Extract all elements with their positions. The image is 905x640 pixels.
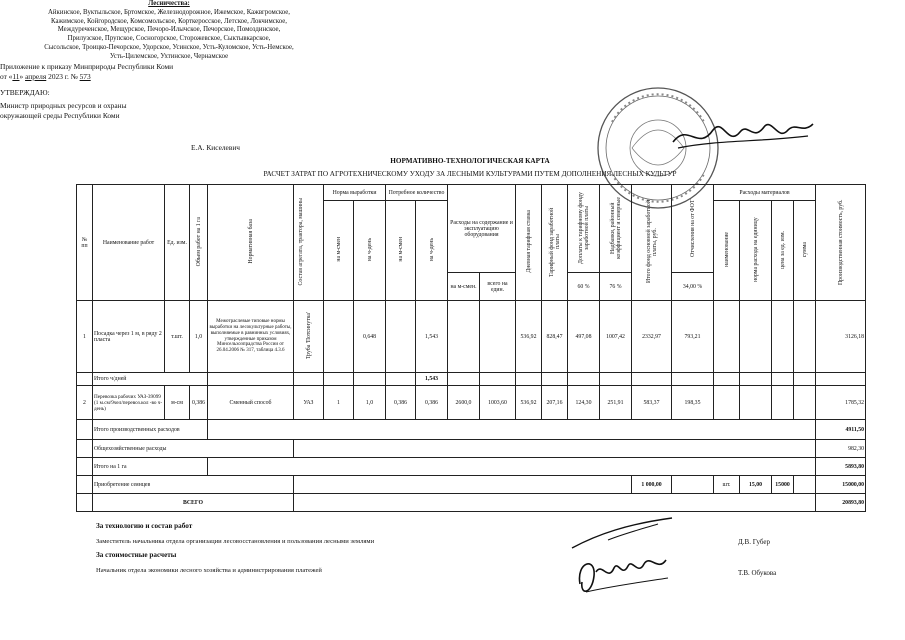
cell-name: Посадка через 1 м, в ряду 2 пласта	[93, 301, 165, 373]
per-ha-row	[77, 458, 866, 476]
appendix-text: Приложение к приказу Минприроды Республики Коми	[0, 61, 174, 71]
header-pct-deduct: 34,00 %	[672, 273, 714, 301]
cell-empty	[600, 373, 632, 386]
cell-empty	[77, 458, 93, 476]
cell-empty	[77, 440, 93, 458]
header-num: № пп	[77, 185, 93, 301]
header-regional: Надбавки, районный коэффициент и северные	[600, 185, 632, 273]
header-cost: Производственная стоимость, руб.	[816, 185, 866, 301]
cell-empty	[294, 476, 632, 494]
cell-empty	[294, 440, 816, 458]
document-subtitle: РАСЧЕТ ЗАТРАТ ПО АГРОТЕХНИЧЕСКОМУ УХОДУ ЗА ЛЕСНЫМИ КУЛЬТУРАМИ ПУТЕМ ДОПОЛНЕНИЯ ЛЕСНЫХ КУЛЬТУР	[263, 170, 677, 178]
cell-mat-name	[714, 301, 740, 373]
header-tariff-fund: Тарифный фонд заработной платы	[542, 185, 568, 301]
cell-mat-price	[772, 386, 794, 420]
date-month: апреля	[25, 71, 47, 81]
approve-label: УТВЕРЖДАЮ:	[0, 87, 50, 97]
header-unit: Ед. изм.	[165, 185, 190, 301]
cell-mat-name	[714, 386, 740, 420]
cell-tariff-fund: 828,47	[542, 301, 568, 373]
cell-volume: 0,386	[190, 386, 208, 420]
cell-empty	[386, 373, 416, 386]
cell-mat-sum	[794, 386, 816, 420]
approval-block	[0, 62, 240, 153]
cell-equip-total	[480, 301, 516, 373]
cell-deductions: 793,21	[672, 301, 714, 373]
cell-empty	[794, 476, 816, 494]
cell-empty	[740, 373, 772, 386]
forestries-header	[0, 0, 338, 62]
overhead-value: 982,30	[816, 440, 866, 458]
forestries-line: Айкинское, Вуктыльское, Бртомское, Железнодорожное, Ижемское, Кажвгромское,	[48, 8, 290, 16]
subtotal-label: Итого ч/дней	[93, 373, 208, 386]
date-mid: »	[19, 71, 24, 81]
cell-composition: УАЗ	[294, 386, 324, 420]
forestries-line: Прилузское, Прупское, Сосногорское, Сторожевское, Сыктывкарское,	[67, 35, 271, 43]
cell-norm-base: Сменный способ	[208, 386, 294, 420]
table-row	[77, 301, 866, 373]
cell-empty	[77, 373, 93, 386]
forestries-line: Сысольское, Троицко-Печорское, Удорское, Усинское, Усть-Куломское, Усть-Немское,	[44, 44, 294, 52]
cost-signature	[572, 542, 672, 602]
cost-name: Т.В. Обукова	[738, 569, 777, 577]
per-ha-value: 5893,80	[816, 458, 866, 476]
tech-name: Д.В. Губер	[738, 538, 770, 546]
header-mat-sum: сумма	[794, 201, 816, 301]
header-mat-norm: норма расхода на единицу	[740, 201, 772, 301]
cell-empty	[542, 373, 568, 386]
cost-position: Начальник отдела экономики лесного хозяйства и администрирования платежей	[96, 567, 322, 574]
seedlings-mat-name: шт.	[714, 476, 740, 494]
cell-norm-mach: 1	[324, 386, 354, 420]
cell-unit: т.шт.	[165, 301, 190, 373]
tech-title: За технологию и состав работ	[96, 522, 193, 530]
header-equip-per: на м-смен.	[448, 273, 480, 301]
cell-day-rate: 536,92	[516, 386, 542, 420]
header-need-man: на ч-день	[416, 201, 448, 301]
cell-mat-price	[772, 301, 794, 373]
cell-mat-norm	[740, 301, 772, 373]
header-equip-group: Расходы на содержание и эксплуатацию оборудования	[448, 185, 516, 273]
approver-name: Е.А. Киселевич	[190, 142, 240, 152]
date-year: 2023 г.	[48, 71, 69, 81]
forestries-line: Междуреченское, Мещурское, Печоро-Илычское, Печорское, Помоздинское,	[57, 26, 281, 34]
cell-unit: м-см	[165, 386, 190, 420]
cell-num: 1	[77, 301, 93, 373]
approver-signature	[668, 112, 818, 162]
cell-empty	[77, 420, 93, 440]
forestries-title: Лесничества:	[148, 0, 190, 7]
header-pct-bonus: 60 %	[568, 273, 600, 301]
table-row	[77, 386, 866, 420]
cost-table	[76, 184, 866, 512]
cell-name: Перевозка рабочих УАЗ-39099 (1 м.см/9чел/перевоз.кол -во ч-день)	[93, 386, 165, 420]
total-prod-row	[77, 420, 866, 440]
cell-regional: 251,91	[600, 386, 632, 420]
header-norm-base: Нормативная база	[208, 185, 294, 301]
total-prod-value: 4911,50	[816, 420, 866, 440]
cell-empty	[448, 373, 480, 386]
header-materials-group: Расходы материалов	[714, 185, 816, 201]
cell-mat-norm	[740, 386, 772, 420]
seedlings-mat-norm: 15,00	[740, 476, 772, 494]
cell-need-man: 1,543	[416, 301, 448, 373]
seedlings-total-fund: 1 000,00	[632, 476, 672, 494]
forestries-line: Кажимское, Койгородское, Комсомольское, Корткеросское, Летское, Локчимское,	[51, 17, 287, 25]
cost-title: За стоимостные расчеты	[96, 551, 177, 559]
cell-bonus: 124,30	[568, 386, 600, 420]
header-pct-regional: 76 %	[600, 273, 632, 301]
header-composition: Состав агрегата, трактора, машины	[294, 185, 324, 301]
cell-empty	[208, 373, 294, 386]
cell-empty	[294, 494, 816, 512]
cell-volume: 1,0	[190, 301, 208, 373]
cell-equip-per	[448, 301, 480, 373]
cell-empty	[568, 373, 600, 386]
cell-empty	[77, 494, 93, 512]
header-day-rate: Дневная тарифная ставка	[516, 185, 542, 301]
cell-empty	[208, 420, 816, 440]
cell-empty	[294, 373, 324, 386]
cell-composition: Труба 'Потсинутка'	[294, 301, 324, 373]
tech-position: Заместитель начальника отдела организации лесовосстановления и пользования лесными землями	[96, 538, 375, 545]
cell-cost: 1785,32	[816, 386, 866, 420]
per-ha-label: Итого на 1 га	[93, 458, 208, 476]
cell-need-man: 0,386	[416, 386, 448, 420]
cell-norm-mach	[324, 301, 354, 373]
cell-empty	[632, 373, 672, 386]
cell-need-mach	[386, 301, 416, 373]
header-deductions: Отчисления на от ФОТ	[672, 185, 714, 273]
header-mat-name: наименование	[714, 201, 740, 301]
cell-empty	[324, 373, 354, 386]
date-prefix: от «	[0, 71, 13, 81]
cell-empty	[794, 373, 816, 386]
cell-total-fund: 2332,97	[632, 301, 672, 373]
number-prefix: №	[70, 71, 78, 81]
approver-position-1: Министр природных ресурсов и охраны	[0, 100, 127, 110]
cell-total-fund: 583,37	[632, 386, 672, 420]
grand-total-row	[77, 494, 866, 512]
header-equip-total: всего на един.	[480, 273, 516, 301]
cell-deductions: 198,35	[672, 386, 714, 420]
date-day: 11	[12, 71, 20, 81]
cell-norm-base: Межотраслевые типовые нормы выработки на лесокультурные работы, выполняемые в равнинных условиях, утвержденные приказом Минсельхозпрадства России от 26.04.2006 № 317, таблица 4.3.6	[208, 301, 294, 373]
header-volume: Объем работ на 1 га	[190, 185, 208, 301]
document-title: НОРМАТИВНО-ТЕХНОЛОГИЧЕСКАЯ КАРТА	[390, 157, 550, 165]
cell-empty	[816, 373, 866, 386]
cell-bonus: 497,08	[568, 301, 600, 373]
cell-empty	[516, 373, 542, 386]
cell-empty	[714, 373, 740, 386]
cell-empty	[672, 373, 714, 386]
forestries-line: Усть-Цилемское, Ухтинское, Чернамское	[109, 52, 229, 60]
cell-empty	[772, 373, 794, 386]
header-norm-man: на ч-день	[354, 201, 386, 301]
cell-empty	[208, 458, 816, 476]
cell-day-rate: 536,92	[516, 301, 542, 373]
cell-regional: 1007,42	[600, 301, 632, 373]
grand-total-label: ВСЕГО	[93, 494, 294, 512]
header-need-group: Потребное количество	[386, 185, 448, 201]
seedlings-cost: 15000,00	[816, 476, 866, 494]
header-norm-mach: на м-смен	[324, 201, 354, 301]
cell-empty	[480, 373, 516, 386]
header-bonus: Доплаты к тарифному фонду заработной платы	[568, 185, 600, 273]
cell-tariff-fund: 207,16	[542, 386, 568, 420]
total-prod-label: Итого производственных расходов	[93, 420, 208, 440]
header-mat-price: цена за ед. изм.	[772, 201, 794, 301]
header-norm-group: Норма выработки	[324, 185, 386, 201]
cell-equip-total: 1003,60	[480, 386, 516, 420]
subtotal-row	[77, 373, 866, 386]
header-need-mach: на м-смен	[386, 201, 416, 301]
cell-cost: 3126,18	[816, 301, 866, 373]
seedlings-label: Приобретение сеянцев	[93, 476, 294, 494]
overhead-row	[77, 440, 866, 458]
cell-norm-man: 1,0	[354, 386, 386, 420]
seedlings-mat-price: 15000	[772, 476, 794, 494]
cell-empty	[672, 476, 714, 494]
cell-empty	[77, 476, 93, 494]
cell-need-mach: 0,386	[386, 386, 416, 420]
cell-empty	[354, 373, 386, 386]
cell-num: 2	[77, 386, 93, 420]
overhead-label: Общехозяйственные расходы	[93, 440, 294, 458]
cell-norm-man: 0,648	[354, 301, 386, 373]
cell-mat-sum	[794, 301, 816, 373]
cell-equip-per: 2600,0	[448, 386, 480, 420]
grand-total-value: 20893,80	[816, 494, 866, 512]
header-name: Наименование работ	[93, 185, 165, 301]
order-number: 573	[79, 71, 91, 81]
seedlings-row	[77, 476, 866, 494]
subtotal-value: 1,543	[416, 373, 448, 386]
order-date	[0, 72, 240, 82]
header-total-fund: Итого фонд основной заработной платы, руб.	[632, 185, 672, 301]
approver-position-2: окружающей среды Республики Коми	[0, 110, 120, 120]
